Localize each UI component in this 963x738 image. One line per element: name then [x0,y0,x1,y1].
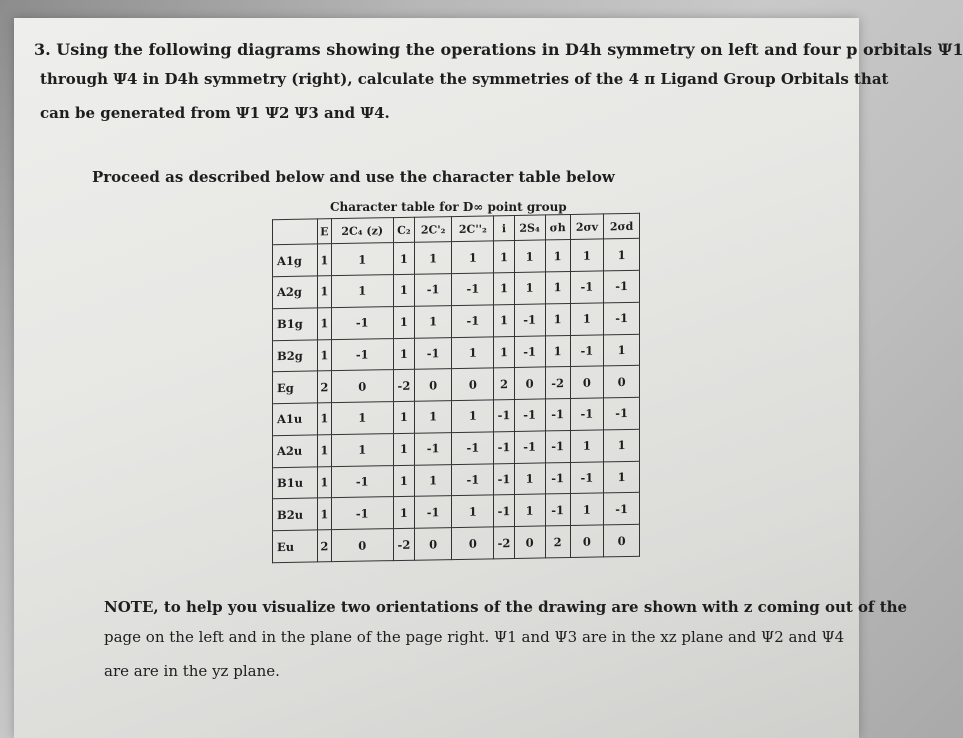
character-cell: 1 [318,339,332,371]
character-cell: -2 [545,367,570,399]
character-cell: 1 [570,430,604,462]
character-cell: 1 [545,303,570,335]
character-cell: 1 [494,241,514,273]
character-cell: -1 [514,335,545,367]
irrep-label: Eg [273,371,318,404]
character-cell: -2 [393,528,414,560]
character-cell: 0 [604,366,640,398]
character-cell: 1 [393,465,414,497]
character-cell: -1 [415,337,452,369]
character-cell: 1 [415,401,452,433]
question-line-2: through Ψ4 in D4h symmetry (right), calculate the symmetries of the 4 π Ligand Group Orbitals that [40,70,889,88]
character-cell: -1 [415,274,452,306]
character-cell: 1 [318,403,332,435]
character-cell: 1 [514,272,545,304]
character-cell: -1 [545,462,570,494]
header-cell: 2C₄ (z) [331,218,393,244]
character-cell: 1 [393,306,414,338]
character-cell: -1 [545,494,570,526]
character-cell: 1 [331,402,393,435]
header-cell [273,219,318,245]
character-cell: -1 [570,271,604,303]
character-cell: -1 [604,397,640,429]
character-cell: -1 [331,338,393,371]
character-cell: 0 [570,525,604,557]
character-cell: -1 [452,273,494,306]
table-caption: Character table for D∞ point group [330,200,567,214]
character-cell: 0 [514,526,545,558]
character-cell: 1 [393,497,414,529]
character-cell: -1 [545,430,570,462]
header-cell: 2σv [570,214,604,240]
table-body [273,239,640,563]
character-cell: -1 [514,431,545,463]
irrep-label: A1u [273,403,318,436]
header-cell: C₂ [393,217,414,243]
character-cell: 0 [331,370,393,403]
instruction-text: Proceed as described below and use the character table below [92,168,615,186]
character-cell: 1 [570,239,604,271]
character-cell: 1 [415,305,452,337]
character-cell: 0 [415,528,452,561]
character-cell: 1 [318,466,332,498]
character-cell: 2 [494,368,514,400]
character-cell: -1 [604,270,640,302]
character-cell: 1 [604,429,640,461]
character-cell: -1 [494,431,514,463]
character-cell: 1 [514,494,545,526]
character-cell: -1 [570,461,604,493]
character-table [272,213,640,563]
irrep-label: A1g [273,244,318,277]
character-cell: -1 [494,400,514,432]
character-cell: 0 [415,369,452,401]
character-cell: 1 [393,338,414,370]
character-cell: 1 [331,433,393,466]
irrep-label: B2g [273,339,318,372]
character-cell: 1 [514,463,545,495]
character-cell: 1 [318,498,332,530]
character-cell: 1 [452,495,494,528]
character-cell: 1 [393,242,414,274]
character-cell: -1 [604,302,640,334]
character-cell: -2 [494,527,514,559]
irrep-label: A2g [273,276,318,309]
character-cell: -1 [514,304,545,336]
character-cell: 0 [604,524,640,557]
character-cell: 1 [318,244,332,276]
irrep-label: B1u [273,466,318,499]
character-cell: -1 [331,497,393,530]
character-cell: 1 [494,336,514,368]
character-cell: 1 [393,401,414,433]
character-cell: 1 [318,434,332,466]
character-cell: 1 [393,274,414,306]
character-cell: 1 [452,400,494,433]
character-cell: 1 [415,242,452,274]
question-line-1: 3. Using the following diagrams showing the operations in D4h symmetry on left and four p orbitals Ψ1 [34,40,963,59]
header-cell: σh [545,215,570,241]
character-cell: -1 [415,496,452,528]
character-cell: 0 [514,367,545,399]
character-cell: -1 [452,432,494,465]
character-cell: 1 [494,304,514,336]
note-line-2: page on the left and in the plane of the page right. Ψ1 and Ψ3 are in the xz plane and Ψ2 and Ψ4 [104,628,845,646]
character-cell: 1 [545,240,570,272]
character-cell: 2 [318,530,332,562]
header-cell: 2C'₂ [415,217,452,243]
character-cell: 2 [545,526,570,558]
character-cell: 1 [545,271,570,303]
character-cell: -1 [331,306,393,339]
character-cell: -1 [545,399,570,431]
character-cell: 1 [570,303,604,335]
header-cell: 2C''₂ [452,216,494,242]
header-cell: E [318,219,332,244]
character-cell: 1 [545,335,570,367]
irrep-label: A2u [273,435,318,468]
character-cell: 1 [318,276,332,308]
note-line-3: are are in the yz plane. [104,662,280,680]
character-cell: 0 [570,366,604,398]
character-cell: -1 [570,334,604,366]
character-cell: 1 [452,241,494,274]
character-cell: 1 [570,493,604,525]
header-cell: i [494,215,514,241]
question-line-3: can be generated from Ψ1 Ψ2 Ψ3 and Ψ4. [40,104,390,122]
character-cell: 0 [331,529,393,562]
header-cell: 2σd [604,213,640,239]
character-cell: -1 [415,432,452,464]
character-cell: 0 [452,527,494,560]
character-cell: 1 [604,461,640,493]
character-cell: -1 [331,465,393,498]
header-cell: 2S₄ [514,215,545,241]
character-cell: -1 [494,495,514,527]
character-cell: 1 [393,433,414,465]
character-cell: -1 [604,493,640,525]
character-cell: 1 [604,334,640,366]
character-cell: 2 [318,371,332,403]
character-cell: 1 [415,464,452,496]
character-cell: -1 [494,463,514,495]
irrep-label: B2u [273,498,318,531]
character-cell: -1 [452,305,494,338]
note-line-1: NOTE, to help you visualize two orientations of the drawing are shown with z coming out of the [104,598,908,616]
character-cell: 1 [452,336,494,369]
character-cell: -1 [570,398,604,430]
character-cell: 1 [514,240,545,272]
irrep-label: Eu [273,530,318,563]
character-cell: 0 [452,368,494,401]
character-cell: -1 [514,399,545,431]
character-cell: -1 [452,463,494,496]
character-cell: -2 [393,369,414,401]
character-cell: 1 [604,239,640,271]
character-cell: 1 [331,275,393,308]
irrep-label: B1g [273,308,318,341]
character-cell: 1 [331,243,393,276]
character-cell: 1 [318,307,332,339]
character-cell: 1 [494,272,514,304]
table-row [273,524,640,562]
